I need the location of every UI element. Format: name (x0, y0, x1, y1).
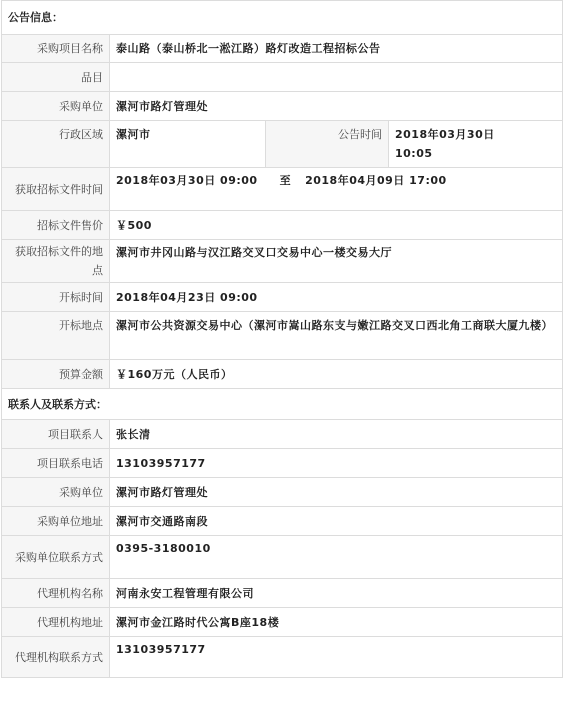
purchaser-phone-value: 0395-3180010 (110, 536, 563, 579)
row-contact-purchaser (2, 478, 563, 507)
publish-time-label: 公告时间 (266, 121, 389, 168)
region-value: 漯河市 (110, 121, 266, 168)
row-region-time (2, 121, 563, 168)
section-row-announcement (2, 1, 563, 35)
obtain-time-to: 至 (279, 174, 292, 187)
category-value (110, 63, 563, 92)
obtain-time-end: 2018年04月09日 17:00 (305, 174, 447, 187)
price-value: ￥500 (110, 211, 563, 240)
row-agency-phone (2, 637, 563, 678)
row-agency (2, 579, 563, 608)
row-agency-address (2, 608, 563, 637)
category-label: 品目 (2, 63, 110, 92)
row-price (2, 211, 563, 240)
obtain-time-start: 2018年03月30日 09:00 (116, 174, 258, 187)
row-project-contact (2, 420, 563, 449)
purchaser-label: 采购单位 (2, 92, 110, 121)
row-purchaser-address (2, 507, 563, 536)
row-open-place (2, 312, 563, 360)
obtain-time-label: 获取招标文件时间 (2, 168, 110, 211)
publish-time-value: 2018年03月30日 10:05 (389, 121, 563, 168)
row-purchaser-phone (2, 536, 563, 579)
row-project-phone (2, 449, 563, 478)
contact-purchaser-value: 漯河市路灯管理处 (110, 478, 563, 507)
row-obtain-time (2, 168, 563, 211)
section-title-announcement: 公告信息： (2, 1, 563, 35)
agency-label: 代理机构名称 (2, 579, 110, 608)
row-project-name (2, 35, 563, 63)
open-time-value: 2018年04月23日 09:00 (110, 283, 563, 312)
agency-address-value: 漯河市金江路时代公寓B座18楼 (110, 608, 563, 637)
budget-label: 预算金额 (2, 360, 110, 389)
agency-phone-label: 代理机构联系方式 (2, 637, 110, 678)
row-category (2, 63, 563, 92)
obtain-time-value (110, 168, 563, 211)
budget-value: ￥160万元（人民币） (110, 360, 563, 389)
obtain-place-value: 漯河市井冈山路与汉江路交叉口交易中心一楼交易大厅 (110, 240, 563, 283)
row-budget (2, 360, 563, 389)
purchaser-address-label: 采购单位地址 (2, 507, 110, 536)
open-time-label: 开标时间 (2, 283, 110, 312)
project-contact-value: 张长清 (110, 420, 563, 449)
purchaser-address-value: 漯河市交通路南段 (110, 507, 563, 536)
price-label: 招标文件售价 (2, 211, 110, 240)
open-place-value: 漯河市公共资源交易中心（漯河市嵩山路东支与嫩江路交叉口西北角工商联大厦九楼） (110, 312, 563, 360)
purchaser-value: 漯河市路灯管理处 (110, 92, 563, 121)
announcement-table (1, 0, 563, 678)
region-label: 行政区域 (2, 121, 110, 168)
row-obtain-place (2, 240, 563, 283)
section-row-contact (2, 389, 563, 420)
obtain-place-label: 获取招标文件的地点 (2, 240, 110, 283)
row-purchaser (2, 92, 563, 121)
project-name-label: 采购项目名称 (2, 35, 110, 63)
agency-address-label: 代理机构地址 (2, 608, 110, 637)
project-contact-label: 项目联系人 (2, 420, 110, 449)
agency-phone-value: 13103957177 (110, 637, 563, 678)
project-name-value: 泰山路（泰山桥北一淞江路）路灯改造工程招标公告 (110, 35, 563, 63)
section-title-contact: 联系人及联系方式： (2, 389, 563, 420)
row-open-time (2, 283, 563, 312)
open-place-label: 开标地点 (2, 312, 110, 360)
agency-value: 河南永安工程管理有限公司 (110, 579, 563, 608)
purchaser-phone-label: 采购单位联系方式 (2, 536, 110, 579)
project-phone-value: 13103957177 (110, 449, 563, 478)
project-phone-label: 项目联系电话 (2, 449, 110, 478)
contact-purchaser-label: 采购单位 (2, 478, 110, 507)
